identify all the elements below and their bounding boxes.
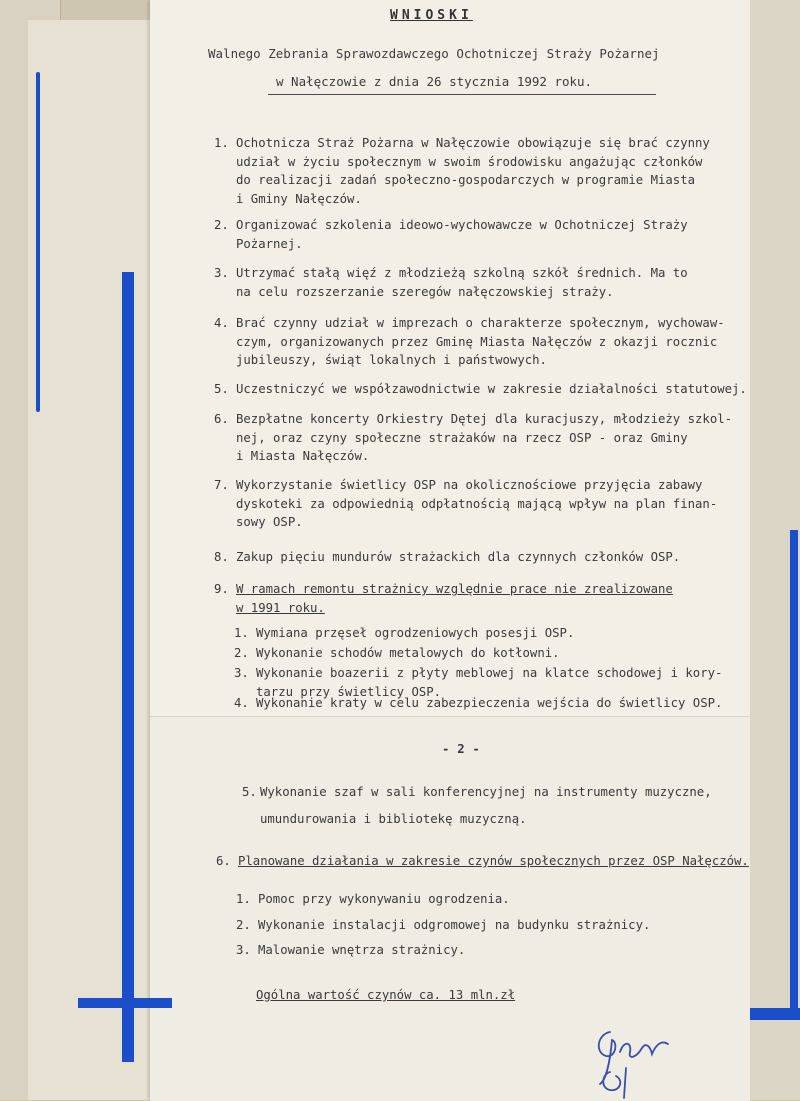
subitem-2-line-1: Wykonanie schodów metalowych do kotłowni. [256,646,560,660]
item-3-number: 3. [214,266,229,280]
page2-item5-number: 5. [242,785,257,799]
item-7-number: 7. [214,478,229,492]
planned-item-3-number: 3. [236,943,251,957]
page2-item5-line-1: Wykonanie szaf w sali konferencyjnej na instrumenty muzyczne, [260,785,712,799]
item-8-line-1: Zakup pięciu mundurów strażackich dla czynnych członków OSP. [236,550,681,564]
total-value-line: Ogólna wartość czynów ca. 13 mln.zł [256,988,516,1002]
item-7-line-2: dyskoteki za odpowiednią odpłatnością mającą wpływ na plan finan- [236,496,718,511]
planned-item-2-text: Wykonanie instalacji odgromowej na budynku strażnicy. [258,918,651,932]
item-1-line-1: Ochotnicza Straż Pożarna w Nałęczowie obowiązuje się brać czynny [236,136,710,150]
planned-item-3-text: Malowanie wnętrza strażnicy. [258,943,466,957]
item-6-line-3: i Miasta Nałęczów. [236,449,370,463]
item-5-number: 5. [214,382,229,396]
subitem-4-line-1: Wykonanie kraty w celu zabezpieczenia wejścia do świetlicy OSP. [256,696,723,710]
blue-marker-vertical-line [122,272,134,1062]
item-5-line-1: Uczestniczyć we współzawodnictwie w zakresie działalności statutowej. [236,382,747,396]
item-4-line-1: Brać czynny udział w imprezach o charakterze społecznym, wychowaw- [236,316,725,330]
subitem-3-line-2: tarzu przy świetlicy OSP. [256,684,442,699]
page-number-marker: - 2 - [442,742,481,756]
page2-item6-number: 6. [216,854,231,868]
blue-marker-crossbar [78,998,172,1008]
item-7-line-3: sowy OSP. [236,515,303,529]
item-1-number: 1. [214,136,229,150]
subitem-2-number: 2. [234,646,249,660]
subitem-4-number: 4. [234,696,249,710]
document-title: WNIOSKI [390,8,473,23]
item-6-number: 6. [214,412,229,426]
blue-marker-left-line [36,72,40,412]
item-8-number: 8. [214,550,229,564]
item-1-line-4: i Gminy Nałęczów. [236,191,362,206]
planned-item-1-number: 1. [236,892,251,906]
item-2-line-2: Pożarnej. [236,236,303,251]
subitem-3-line-1: Wykonanie boazerii z płyty meblowej na klatce schodowej i kory- [256,666,723,680]
item-6-line-2: nej, oraz czyny społeczne strażaków na rzecz OSP - oraz Gminy [236,430,688,445]
header-line-1: Walnego Zebrania Sprawozdawczego Ochotniczej Straży Pożarnej [208,46,660,61]
item-1-line-2: udział w życiu społecznym w swoim środowisku angażując członków [236,154,703,169]
item-3-line-2: na celu rozszerzanie szeregów nałęczowskiej straży. [236,284,614,299]
item-3-line-1: Utrzymać stałą więź z młodzieżą szkolną szkół średnich. Ma to [236,266,688,280]
item-4-number: 4. [214,316,229,330]
item-4-line-3: jubileuszy, świąt lokalnych i państwowych. [236,353,547,367]
item-7-line-1: Wykorzystanie świetlicy OSP na okolicznościowe przyjęcia zabawy [236,478,703,492]
blue-marker-right-bar [750,1008,800,1020]
header-line-2: w Nałęczowie z dnia 26 stycznia 1992 roku. [276,74,593,89]
handwritten-signature-icon [580,1022,680,1100]
subitem-1-line-1: Wymiana przęseł ogrodzeniowych posesji OSP. [256,626,575,640]
subitem-3-number: 3. [234,666,249,680]
blue-marker-right-line [790,530,798,1010]
header-rule [268,94,656,95]
planned-item-2-number: 2. [236,918,251,932]
item-6-line-1: Bezpłatne koncerty Orkiestry Dętej dla kuracjuszy, młodzieży szkol- [236,412,733,426]
background-sheet-middle [28,20,159,1100]
subitem-1-number: 1. [234,626,249,640]
item-2-line-1: Organizować szkolenia ideowo-wychowawcze w Ochotniczej Straży [236,218,688,232]
item-1-line-3: do realizacji zadań społeczno-gospodarczych w programie Miasta [236,173,696,187]
page2-item5-line-2: umundurowania i bibliotekę muzyczną. [260,812,527,826]
item-4-line-2: czym, organizowanych przez Gminę Miasta Nałęczów z okazji rocznic [236,334,718,349]
item-9-line-1: W ramach remontu strażnicy względnie prace nie zrealizowane [236,582,673,596]
planned-item-1-text: Pomoc przy wykonywaniu ogrodzenia. [258,892,510,906]
item-9-number: 9. [214,582,229,596]
item-2-number: 2. [214,218,229,232]
page2-item6-heading: Planowane działania w zakresie czynów społecznych przez OSP Nałęczów. [238,854,749,868]
item-9-line-2: w 1991 roku. [236,600,325,615]
